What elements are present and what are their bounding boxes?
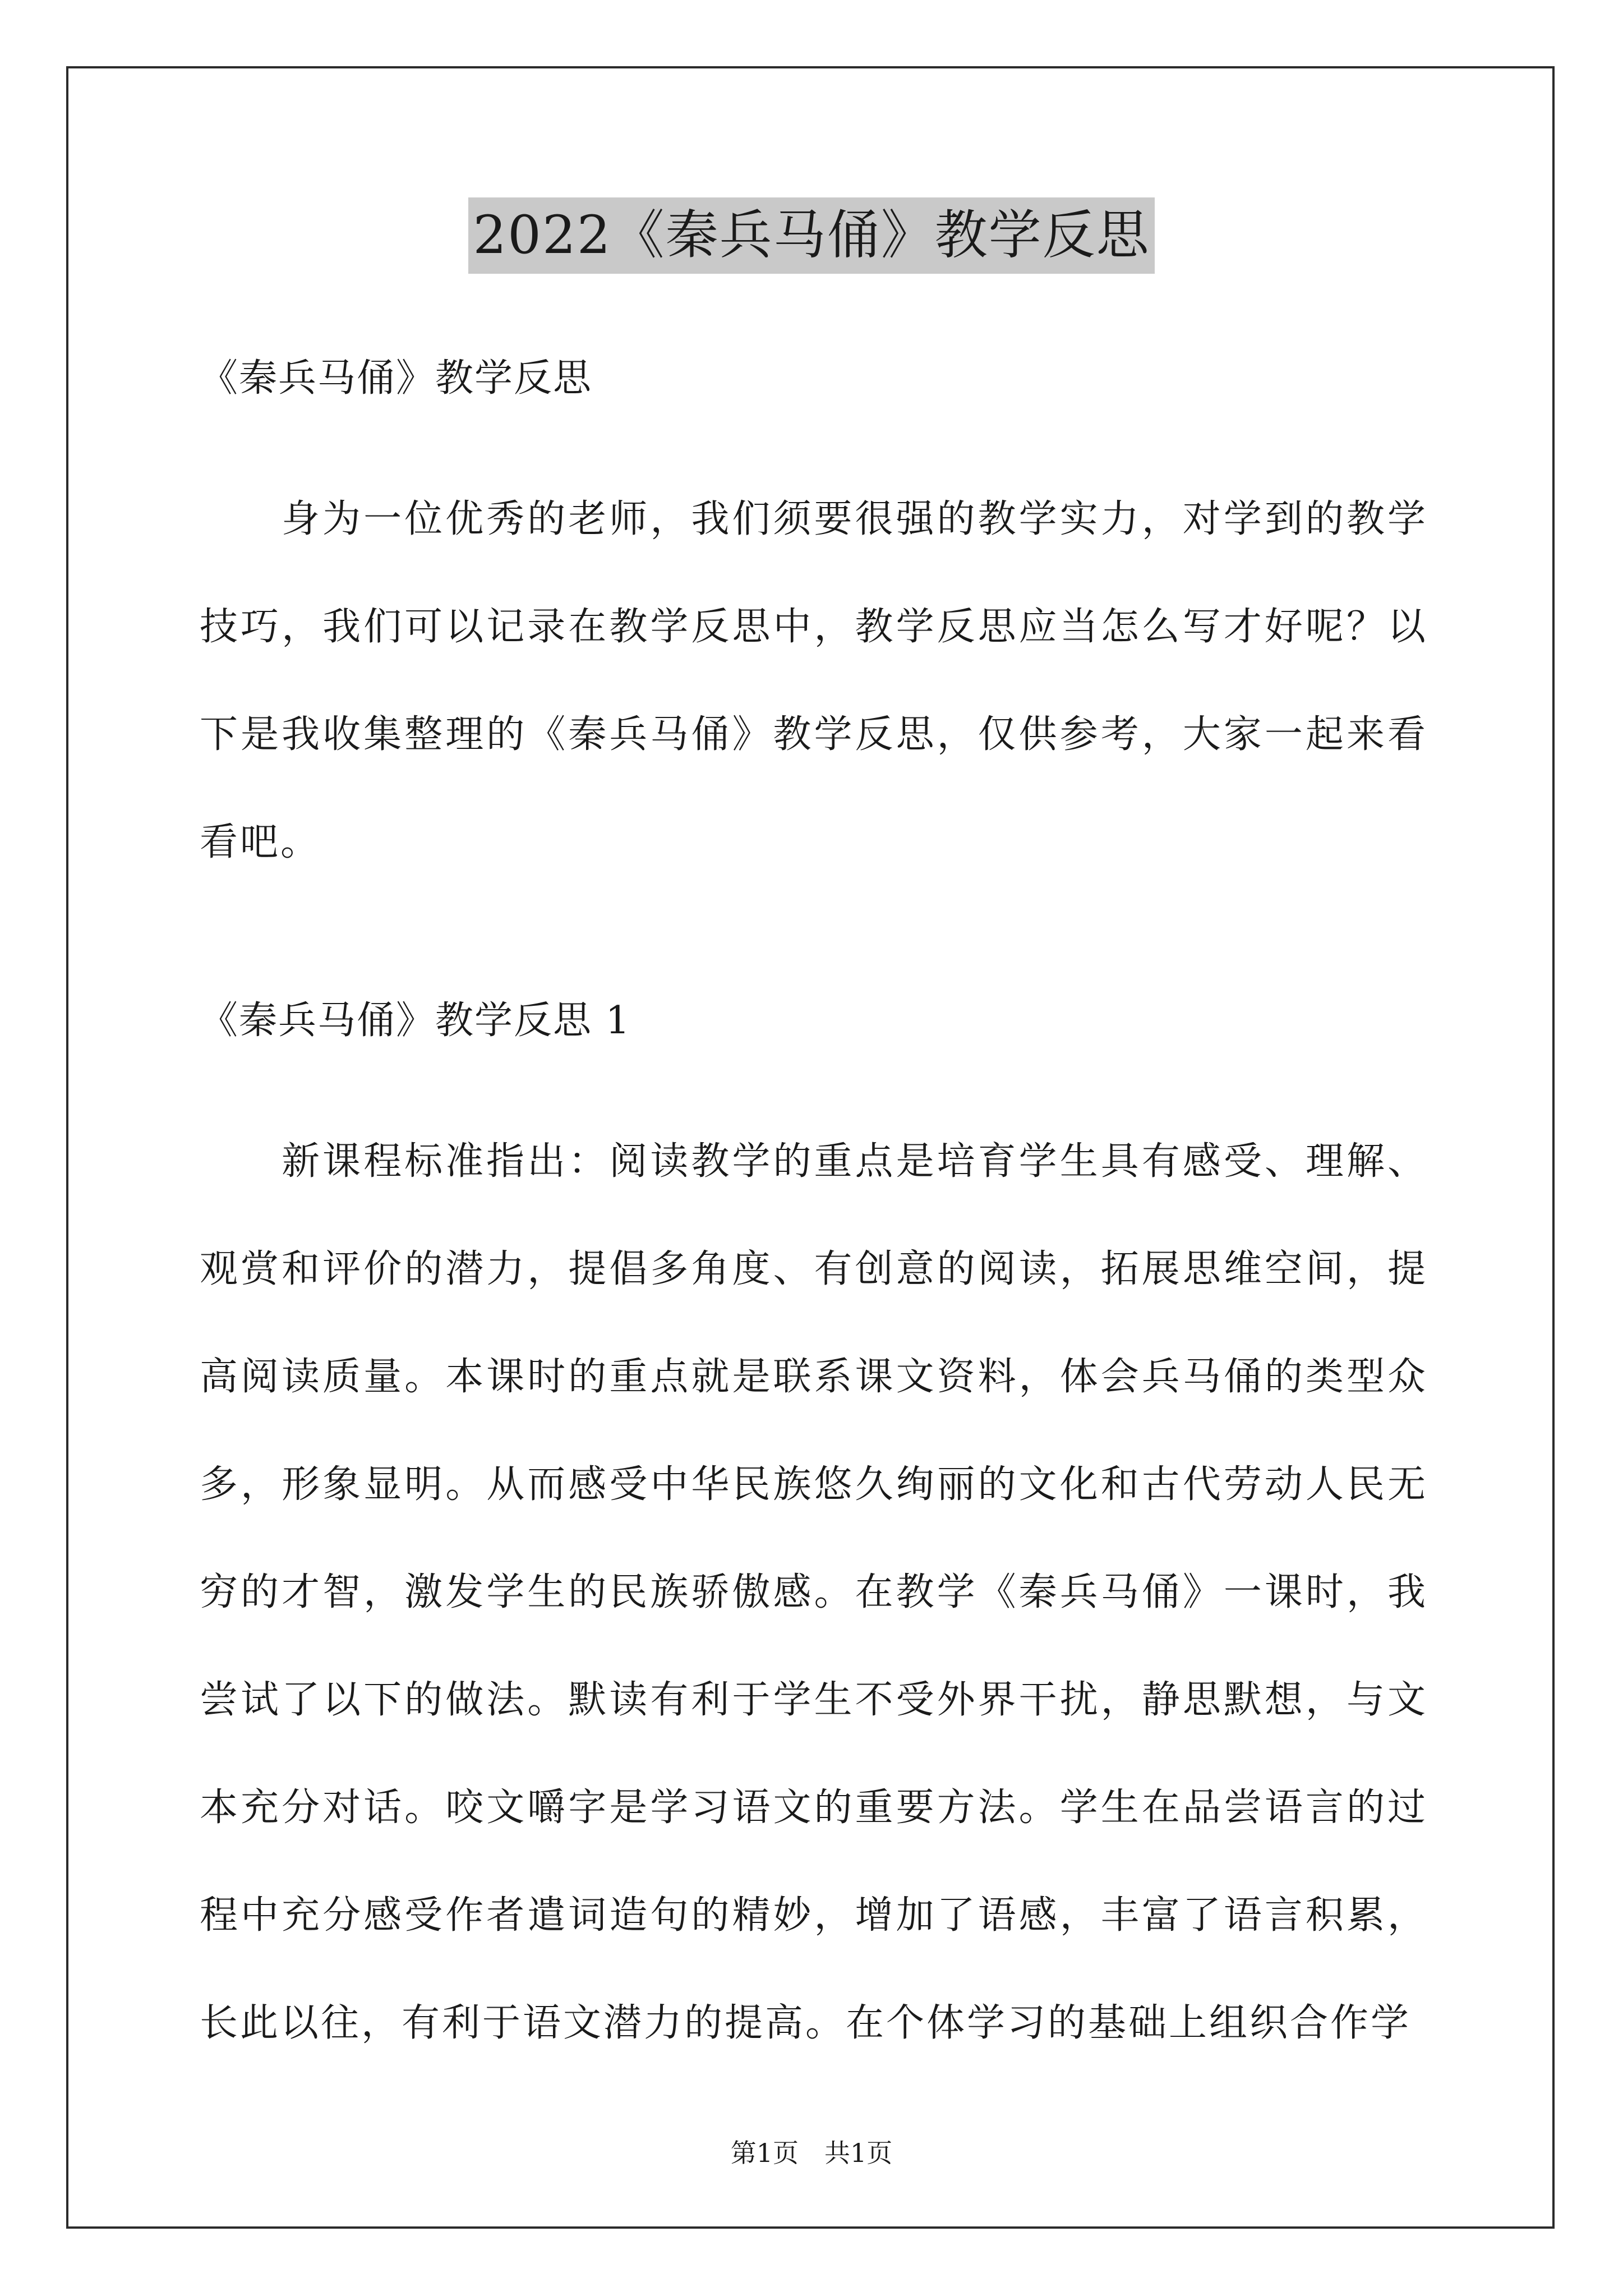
page-footer: 第1页 共1页 [730, 2138, 893, 2168]
document-title: 2022《秦兵马俑》教学反思 [468, 197, 1154, 274]
title-container [0, 197, 1623, 274]
section-1-paragraph: 新课程标准指出：阅读教学的重点是培育学生具有感受、理解、观赏和评价的潜力，提倡多角度、有创意的阅读，拓展思维空间，提高阅读质量。本课时的重点就是联系课文资料，体会兵马俑的类型众多，形象显明。从而感受中华民族悠久绚丽的文化和古代劳动人民无穷的才智，激发学生的民族骄傲感。在教学《秦兵马俑》一课时，我尝试了以下的做法。默读有利于学生不受外界干扰，静思默想，与文本充分对话。咬文嚼字是学习语文的重要方法。学生在品尝语言的过程中充分感受作者遣词造句的精妙，增加了语感，丰富了语言积累，长此以往，有利于语文潜力的提高。在个体学习的基础上组织合作学 [200, 1139, 1428, 2045]
section-1-heading: 《秦兵马俑》教学反思 1 [200, 999, 631, 1043]
document-subtitle: 《秦兵马俑》教学反思 [200, 356, 593, 401]
intro-paragraph: 身为一位优秀的老师，我们须要很强的教学实力，对学到的教学技巧，我们可以记录在教学反思中，教学反思应当怎么写才好呢？以下是我收集整理的《秦兵马俑》教学反思，仅供参考，大家一起来看看吧。 [200, 497, 1428, 864]
